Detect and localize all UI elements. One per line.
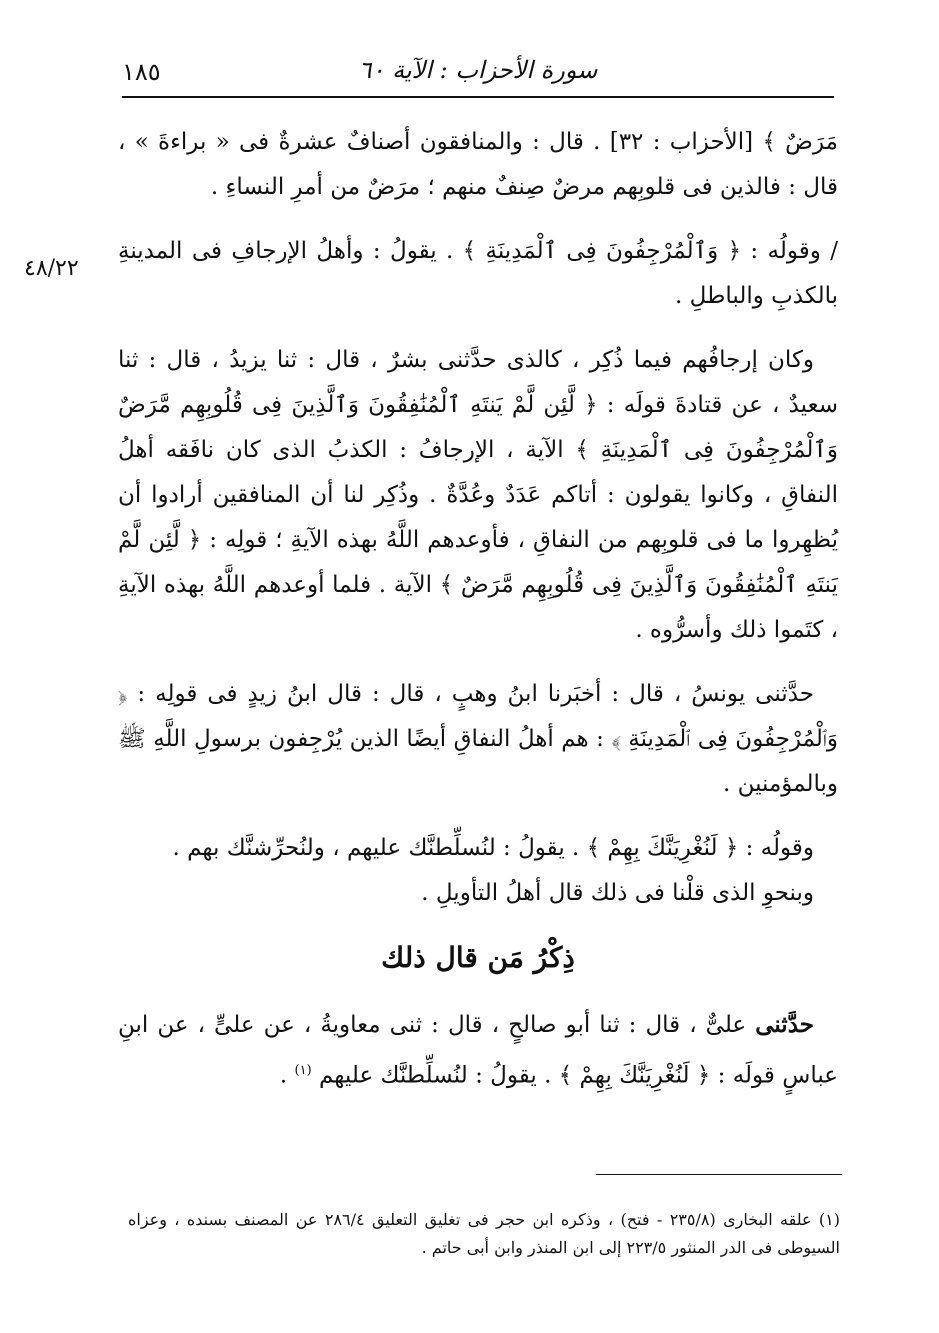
paragraph: / وقولُه : ﴿ وَٱلْمُرْجِفُونَ فِى ٱلْمَدِينَةِ ﴾ . يقولُ : وأهلُ الإرجافِ فى المدينةِ بالكذبِ والباطلِ . [118,238,838,309]
margin-citation: ٤٨/٢٢ [24,256,79,281]
section-heading: ذِكْرُ مَن قال ذلك [381,941,575,974]
paragraph: وبنحوِ الذى قلْنا فى ذلك قال أهلُ التأويلِ . [421,880,814,906]
narration-lead: حدَّثنى [755,1011,814,1038]
running-title: سورة الأحزاب : الآية ٦٠ [358,56,598,84]
footnote: (١) علقه البخارى (٢٣٥/٨ - فتح) ، وذكره ابن حجر فى تغليق التعليق ٢٨٦/٤ عن المصنف بسنده ، وعزاه السيوطى فى الدر المنثور ٢٢٣/٥ إلى ابن المنذر وابن أبى حاتم . [128,1210,841,1257]
body-text [118,120,838,1118]
closing-text: علىٌّ ، قال : ثنا أبو صالحٍ ، قال : ثنى معاويةُ ، عن علىٍّ ، عن ابنِ عباسٍ قولَه : ﴿ لَنُغْرِيَنَّكَ بِهِمْ ﴾ . يقولُ : لنُسلِّطنَّك عليهم [118,1012,838,1089]
closing-end: . [279,1062,295,1089]
paragraph: مَرَضٌ ﴾ [الأحزاب : ٣٢] . قال : والمنافقون أصنافٌ عشرةٌ فى « براءةَ » ، قال : فالذين فى قلوبِهم مرضٌ صِنفٌ منهم ؛ مرَضٌ من أمرِ النساءِ . [118,129,838,200]
page-header [122,48,834,98]
footnote-reference: (١) [294,1063,312,1078]
paragraph: حدَّثنى يونسُ ، قال : أخبَرنا ابنُ وهبٍ ، قال : قال ابنُ زيدٍ فى قولِه : ﴿ وَٱلْمُرْجِفُونَ فِى ٱلْمَدِينَةِ ﴾ : هم أهلُ النفاقِ أيضًا الذين يُرْجِفون برسولِ اللَّهِ ﷺ وبالمؤمنين . [118,681,838,797]
paragraph: وقولُه : ﴿ لَنُغْرِيَنَّكَ بِهِمْ ﴾ . يقولُ : لنُسلِّطنَّك عليهم ، ولنُحرِّشنَّك بهم . [172,835,814,861]
page-number: ١٨٥ [122,58,161,86]
footnote-rule [596,1174,842,1175]
paragraph: وكان إرجافُهم فيما ذُكِر ، كالذى حدَّثنى بشرٌ ، قال : ثنا يزيدُ ، قال : ثنا سعيدٌ ، عن قتادةَ قولَه : ﴿ لَّئِن لَّمْ يَنتَهِ ٱلْمُنَٰفِقُونَ وَٱلَّذِينَ فِى قُلُوبِهِم مَّرَضٌ وَٱلْمُرْجِفُونَ فِى ٱلْمَدِينَةِ ﴾ الآية ، الإرجافُ : الكذبُ الذى كان نافَقه أهلُ النفاقِ ، وكانوا يقولون : أتاكم عَدَدٌ وعُدَّةٌ . وذُكِر لنا أن المنافقين أرادوا أن يُظهِروا ما فى قلوبِهم من النفاقِ ، فأوعدهم اللَّهُ بهذه الآيةِ ؛ قولِه : ﴿ لَّئِن لَّمْ يَنتَهِ ٱلْمُنَٰفِقُونَ وَٱلَّذِينَ فِى قُلُوبِهِم مَّرَضٌ ﴾ الآية . فلما أوعدهم اللَّهُ بهذه الآيةِ ، كتَموا ذلك وأسرُّوه . [118,347,838,643]
closing-paragraph [118,1002,838,1099]
header-rule [122,96,834,98]
footnotes [128,1206,840,1262]
